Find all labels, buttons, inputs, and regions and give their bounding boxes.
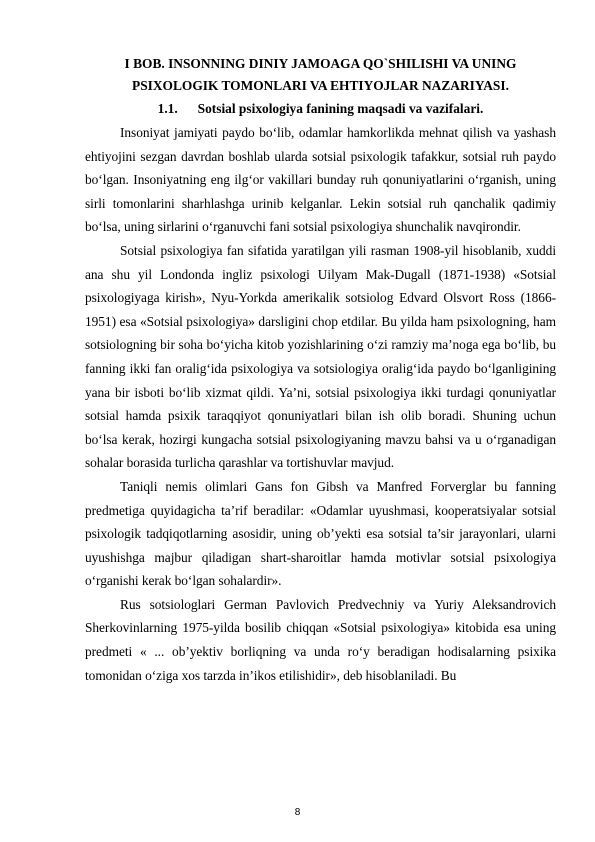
body-paragraph-4: Rus sotsiologlari German Pavlovich Predvechniy va Yuriy Aleksandrovich Sherkovinlarning 1975-yilda bosilib chiqqan «Sotsial psixologiya» kitobida esa uning predmeti « ... ob’yektiv borliqning va unda ro‘y beradigan hodisalarning psixika tomonidan o‘ziga xos tarzda in’ikos etilishidir», deb hisoblaniladi. Bu <box>85 596 556 683</box>
section-number: 1.1. <box>157 101 178 116</box>
body-paragraph-3: Taniqli nemis olimlari Gans fon Gibsh va Manfred Forverglar bu fanning predmetiga quyidagicha ta’rif beradilar: «Odamlar uyushmasi, kooperatsiyalar sotsial psixologik tadqiqotlarning asosidir, uning ob’yekti esa sotsial ta’sir jarayonlari, ularni uyushishga majbur qiladigan shart-sharoitlar hamda motivlar sotsial psixologiya o‘rganishi kerak bo‘lgan sohalardir». <box>85 478 556 589</box>
body-paragraph-1: Insoniyat jamiyati paydo bo‘lib, odamlar hamkorlikda mehnat qilish va yashash ehtiyojini sezgan davrdan boshlab ularda sotsial psixologik tafakkur, sotsial ruh paydo bo‘lgan. Insoniyatning eng ilg‘or vakillari bunday ruh qonuniyatlarini o‘rganish, uning sirli tomonlarini sharhlashga urinib kelganlar. Lekin sotsial ruh qanchalik qadimiy bo‘lsa, uning sirlarini o‘rganuvchi fani sotsial psixologiya shunchalik navqirondir. <box>85 125 556 235</box>
body-paragraph-2: Sotsial psixologiya fan sifatida yaratilgan yili rasman 1908-yil hisoblanib, xuddi ana shu yil Londonda ingliz psixologi Uilyam Mak-Dugall (1871-1938) «Sotsial psixologiyaga kirish», Nyu-Yorkda amerikalik sotsiolog Edvard Olsvort Ross (1866-1951) esa «Sotsial psixologiya» darsligini chop etdilar. Bu yilda ham psixologning, ham sotsiologning bir soha bo‘yicha kitob yozishlarining o‘zi ramziy ma’noga ega bo‘lib, bu fanning ikki fan oralig‘ida psixologiya va sotsiologiya oralig‘ida paydo bo‘lganligining yana bir isboti bo‘lib xizmat qildi. Ya’ni, sotsial psixologiya ikki turdagi qonuniyatlar sotsial hamda psixik taraqqiyot qonuniyatlari bilan ish olib boradi. Shuning uchun bo‘lsa kerak, hozirgi kungacha sotsial psixologiyaning mavzu bahsi va u o‘rganadigan sohalar borasida turlicha qarashlar va tortishuvlar mavjud. <box>85 242 556 471</box>
page-number: 8 <box>294 807 301 818</box>
section-heading <box>85 97 556 121</box>
section-title: Sotsial psixologiya fanining maqsadi va vazifalari. <box>197 101 484 116</box>
chapter-title-line-2: PSIXOLOGIK TOMONLARI VA EHTIYOJLAR NAZARIYASI. <box>132 78 509 93</box>
chapter-title-line-1: I BOB. INSONNING DINIY JAMOAGA QO`SHILISHI VA UNING <box>124 56 517 71</box>
document-page <box>85 53 556 687</box>
